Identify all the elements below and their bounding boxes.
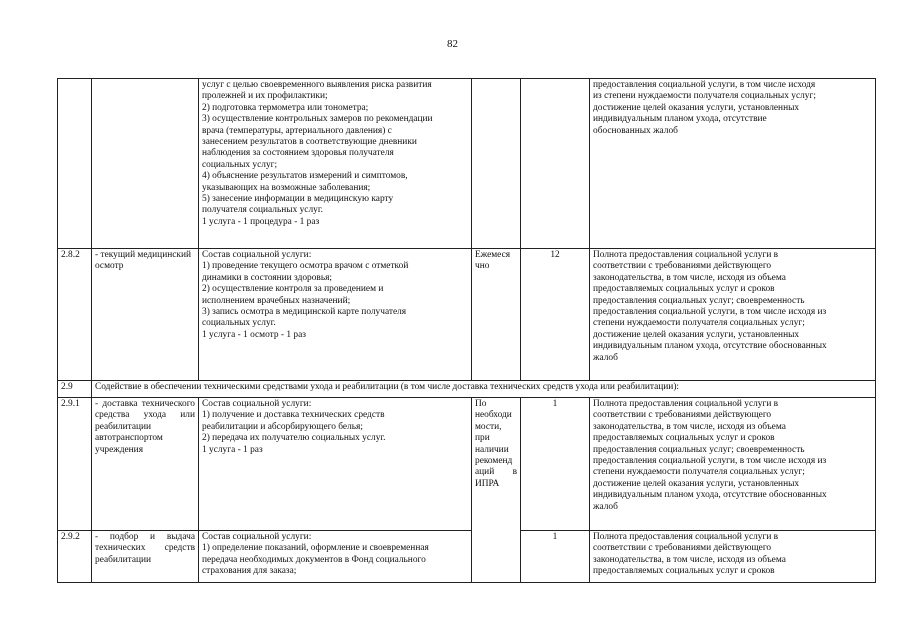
text-line: Состав социальной услуги: <box>202 250 312 260</box>
text-line: степени нуждаемости получателя социальных услуг; <box>593 318 805 329</box>
text-line: соответствии с требованиями действующего <box>593 261 772 272</box>
services-table <box>57 78 876 583</box>
text-line: 5) занесение информации в медицинскую карту <box>202 194 394 205</box>
text-line: предоставления социальной услуги, в том числе исходя <box>593 80 816 90</box>
text-line: 3) запись осмотра в медицинской карте получателя <box>202 307 407 318</box>
quality-cell <box>590 398 876 531</box>
text-line: из степени нуждаемости получателя социальных услуг; <box>593 91 816 102</box>
row-number-cell: 2.9.1 <box>58 398 92 531</box>
text-line: обоснованных жалоб <box>593 125 678 136</box>
text-line: 4) объяснение результатов измерений и симптомов, <box>202 171 408 182</box>
text-line: Полнота предоставления социальной услуги в <box>593 250 779 260</box>
text-line: наблюдения за состоянием здоровья получателя <box>202 148 394 159</box>
text-line: законодательства, в том числе, исходя из объема <box>593 421 786 432</box>
text-line: услуг с целью своевременного выявления риска развития <box>202 80 432 90</box>
service-content-cell <box>199 79 472 249</box>
service-name-cell: - подбор и выдача технических средств реабилитации <box>92 531 199 583</box>
service-name-cell: - текущий медицинский осмотр <box>92 249 199 381</box>
text-line: предоставляемых социальных услуг и сроков <box>593 566 775 577</box>
text-line: Полнота предоставления социальной услуги в <box>593 399 779 409</box>
text-line: динамики в состоянии здоровья; <box>202 272 333 283</box>
text-line: индивидуальным планом ухода, отсутствие <box>593 114 767 125</box>
row-number-cell: 2.9.2 <box>58 531 92 583</box>
text-line: индивидуальным планом ухода, отсутствие обоснованных <box>593 490 827 501</box>
text-line: законодательства, в том числе, исходя из объема <box>593 554 786 565</box>
text-line: Состав социальной услуги: <box>202 532 312 542</box>
text-line: страхования для заказа; <box>202 566 297 577</box>
service-content-cell <box>199 398 472 531</box>
text-line: 1 услуга - 1 раз <box>202 444 263 455</box>
text-line: Полнота предоставления социальной услуги в <box>593 532 779 542</box>
text-line: предоставления социальной услуги, в том числе исходя из <box>593 456 827 467</box>
quality-cell <box>590 249 876 381</box>
text-line: предоставляемых социальных услуг и сроков <box>593 284 775 295</box>
text-line: 1 услуга - 1 осмотр - 1 раз <box>202 329 306 340</box>
count-cell: 1 <box>521 398 590 531</box>
table-row <box>58 79 876 249</box>
text-line: жалоб <box>593 352 618 363</box>
text-line: получателя социальных услуг. <box>202 205 323 216</box>
text-line: 1 услуга - 1 процедура - 1 раз <box>202 216 320 227</box>
count-cell <box>521 79 590 249</box>
text-line: реабилитации и абсорбирующего белья; <box>202 421 363 432</box>
table-row <box>58 249 876 381</box>
text-line: достижение целей оказания услуги, установленных <box>593 478 800 489</box>
period-cell: По необходи мости, при наличии рекоменд аций в ИПРА <box>472 398 521 583</box>
period-cell <box>472 79 521 249</box>
text-line: законодательства, в том числе, исходя из объема <box>593 272 786 283</box>
text-line: достижение целей оказания услуги, установленных <box>593 329 800 340</box>
text-line: предоставляемых социальных услуг и сроков <box>593 433 775 444</box>
text-line: 2) передача их получателю социальных услуг. <box>202 433 386 444</box>
row-number-cell <box>58 79 92 249</box>
text-line: соответствии с требованиями действующего <box>593 410 772 421</box>
table-row <box>58 398 876 531</box>
text-line: передача необходимых документов в Фонд социального <box>202 554 426 565</box>
text-line: предоставления социальных услуг; своевременность <box>593 295 805 306</box>
text-line: 1) получение и доставка технических средств <box>202 410 385 421</box>
text-line: 2) осуществление контроля за проведением и <box>202 284 384 295</box>
text-line: жалоб <box>593 501 618 512</box>
text-line: степени нуждаемости получателя социальных услуг; <box>593 467 805 478</box>
text-line: соответствии с требованиями действующего <box>593 543 772 554</box>
text-line: занесением результатов в соответствующие дневники <box>202 137 417 148</box>
count-cell: 1 <box>521 531 590 583</box>
text-line: индивидуальным планом ухода, отсутствие обоснованных <box>593 341 827 352</box>
service-content-cell <box>199 531 472 583</box>
text-line: 1) проведение текущего осмотра врачом с отметкой <box>202 261 409 272</box>
table-row <box>58 381 876 398</box>
text-line: 1) определение показаний, оформление и своевременная <box>202 543 429 554</box>
text-line: предоставления социальных услуг; своевременность <box>593 444 805 455</box>
period-cell: Ежемеся чно <box>472 249 521 381</box>
text-line: 2) подготовка термометра или тонометра; <box>202 102 369 113</box>
text-line: исполнением врачебных назначений; <box>202 295 351 306</box>
text-line: социальных услуг. <box>202 318 276 329</box>
text-line: достижение целей оказания услуги, установленных <box>593 102 800 113</box>
table-row <box>58 531 876 583</box>
page-number: 82 <box>447 38 458 50</box>
text-line: предоставления социальной услуги, в том числе исходя из <box>593 307 827 318</box>
service-name-cell <box>92 79 199 249</box>
service-name-cell: - доставка технического средства ухода или реабилитации автотранспортом учреждения <box>92 398 199 531</box>
count-cell: 12 <box>521 249 590 381</box>
text-line: социальных услуг; <box>202 159 278 170</box>
quality-cell <box>590 531 876 583</box>
text-line: указывающих на возможные заболевания; <box>202 182 371 193</box>
section-heading-cell: Содействие в обеспечении техническими средствами ухода и реабилитации (в том числе доставка технических средств ухода или реабилитации): <box>92 381 876 398</box>
text-line: врача (температуры, артериального давления) с <box>202 125 392 136</box>
row-number-cell: 2.9 <box>58 381 92 398</box>
row-number-cell: 2.8.2 <box>58 249 92 381</box>
text-line: Состав социальной услуги: <box>202 399 312 409</box>
text-line: 3) осуществление контрольных замеров по рекомендации <box>202 114 433 125</box>
quality-cell <box>590 79 876 249</box>
service-content-cell <box>199 249 472 381</box>
text-line: пролежней и их профилактики; <box>202 91 328 102</box>
